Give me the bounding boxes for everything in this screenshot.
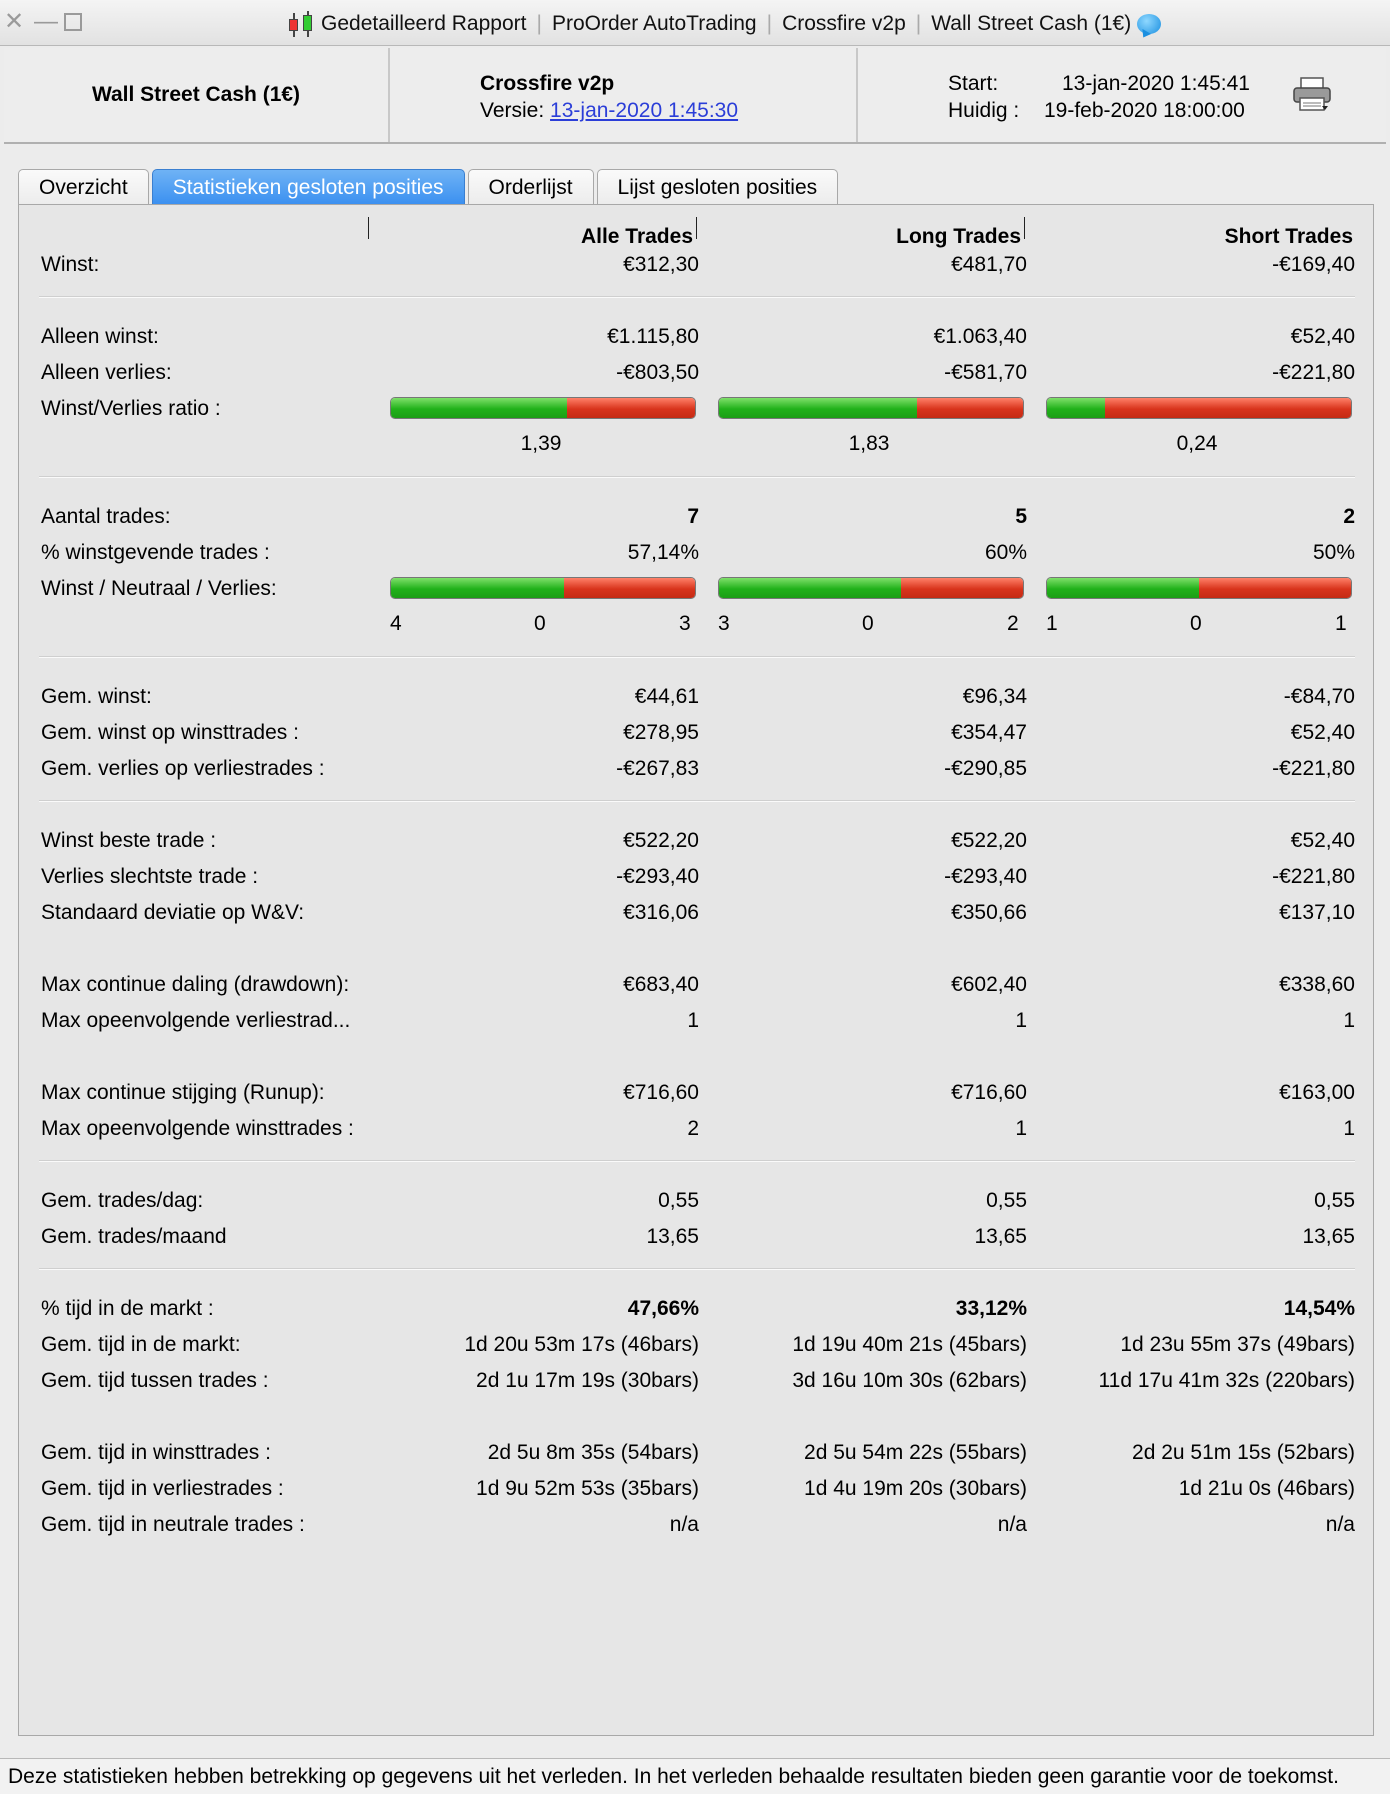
stat-row-stddev — [19, 901, 1375, 931]
stat-row-runup — [19, 1081, 1375, 1111]
strategy-panel — [392, 48, 858, 142]
stat-value-short: -€221,80 — [1272, 361, 1355, 384]
stat-value-short: -€221,80 — [1272, 865, 1355, 888]
stat-value-all: 1d 20u 53m 17s (46bars) — [464, 1333, 699, 1356]
wnv-count-neutral: 0 — [1190, 612, 1202, 635]
ratio-value-all: 1,39 — [520, 432, 562, 455]
stat-value-long: 1 — [1015, 1117, 1027, 1140]
stat-label: Gem. trades/dag: — [41, 1189, 204, 1212]
stat-label: Gem. winst: — [41, 685, 152, 708]
stat-row-tijd-neutraal — [19, 1513, 1375, 1543]
stat-value-long: 2d 5u 54m 22s (55bars) — [804, 1441, 1027, 1464]
stat-label: Winst: — [41, 253, 100, 276]
wnv-bar-red — [564, 578, 695, 598]
stat-value-long: 1d 4u 19m 20s (30bars) — [804, 1477, 1027, 1500]
stat-value-all: 1 — [687, 1009, 699, 1032]
start-value: 13-jan-2020 1:45:41 — [1062, 72, 1250, 95]
stat-row-per-dag — [19, 1189, 1375, 1219]
tab-bar — [18, 169, 841, 205]
stat-row-alleen-winst — [19, 325, 1375, 355]
stat-value-long: €354,47 — [951, 721, 1027, 744]
title-part-report: Gedetailleerd Rapport — [321, 12, 527, 35]
stat-row-alleen-verlies — [19, 361, 1375, 391]
wnv-count-loss: 1 — [1335, 612, 1347, 635]
stat-label: Gem. winst op winsttrades : — [41, 721, 299, 744]
stat-value-all: 2d 1u 17m 19s (30bars) — [476, 1369, 699, 1392]
stat-label: Standaard deviatie op W&V: — [41, 901, 305, 924]
stat-value-all: 2d 5u 8m 35s (54bars) — [487, 1441, 699, 1464]
stat-value-all: 2 — [687, 1117, 699, 1140]
maximize-icon[interactable] — [64, 13, 82, 31]
strategy-name: Crossfire v2p — [480, 72, 615, 95]
title-part-strategy: Crossfire v2p — [782, 12, 906, 35]
printer-icon[interactable] — [1292, 76, 1332, 112]
stat-row-pct-winst — [19, 541, 1375, 571]
disclaimer-text: Deze statistieken hebben betrekking op gegevens uit het verleden. In het verleden behaalde resultaten bieden geen garantie voor de toekomst. — [8, 1764, 1339, 1788]
stat-value-all: -€293,40 — [616, 865, 699, 888]
section-divider — [39, 1268, 1355, 1270]
stat-value-long: 60% — [984, 541, 1027, 564]
stat-row-gem-tijd — [19, 1333, 1375, 1363]
column-resize-handle[interactable] — [696, 217, 697, 239]
stat-value-short: -€221,80 — [1272, 757, 1355, 780]
ratio-value-short: 0,24 — [1176, 432, 1218, 455]
wnv-count-win: 3 — [718, 612, 730, 635]
wnv-count-neutral: 0 — [862, 612, 874, 635]
ratio-bar-all — [390, 397, 696, 419]
stat-value-all: 0,55 — [658, 1189, 699, 1212]
wnv-bar-red — [901, 578, 1023, 598]
stat-value-all: €316,06 — [623, 901, 699, 924]
wnv-count-loss: 3 — [679, 612, 691, 635]
stat-value-long: 5 — [1015, 505, 1027, 528]
stat-value-short: €52,40 — [1290, 829, 1355, 852]
ratio-bar-green — [719, 398, 917, 418]
stat-value-short: -€169,40 — [1272, 253, 1355, 276]
stat-label: Gem. tijd in neutrale trades : — [41, 1513, 305, 1536]
stat-value-all: €312,30 — [623, 253, 699, 276]
wnv-bar-red — [1199, 578, 1351, 598]
stat-value-short: 11d 17u 41m 32s (220bars) — [1098, 1369, 1355, 1392]
stat-label: Verlies slechtste trade : — [41, 865, 259, 888]
stat-label: Max continue daling (drawdown): — [41, 973, 350, 996]
stat-value-short: 0,55 — [1314, 1189, 1355, 1212]
stat-row-gem-winst-wt — [19, 721, 1375, 751]
wnv-count-win: 1 — [1046, 612, 1058, 635]
stat-value-all: -€267,83 — [616, 757, 699, 780]
stat-row-tussen — [19, 1369, 1375, 1399]
stat-value-long: -€293,40 — [944, 865, 1027, 888]
wnv-count-win: 4 — [390, 612, 402, 635]
ratio-bar-long — [718, 397, 1024, 419]
stat-label: Max opeenvolgende verliestrad... — [41, 1009, 351, 1032]
current-value: 19-feb-2020 18:00:00 — [1044, 99, 1245, 122]
title-separator: | — [766, 12, 773, 35]
stat-value-short: €52,40 — [1290, 325, 1355, 348]
stat-row-winst — [19, 253, 1375, 283]
stat-label: Gem. tijd in verliestrades : — [41, 1477, 284, 1500]
stat-value-long: 1 — [1015, 1009, 1027, 1032]
stat-value-long: 0,55 — [986, 1189, 1027, 1212]
ratio-bar-short — [1046, 397, 1352, 419]
stat-label: Gem. tijd tussen trades : — [41, 1369, 269, 1392]
stat-row-aantal — [19, 505, 1375, 535]
stat-row-slechtste — [19, 865, 1375, 895]
chat-bubble-icon[interactable] — [1137, 14, 1161, 34]
stat-value-long: €481,70 — [951, 253, 1027, 276]
ratio-bar-green — [1047, 398, 1105, 418]
stat-value-all: €1.115,80 — [607, 325, 699, 348]
section-divider — [39, 800, 1355, 802]
wnv-bar-long — [718, 577, 1024, 599]
stat-value-short: €338,60 — [1279, 973, 1355, 996]
statistics-panel — [18, 204, 1374, 1736]
stat-value-all: n/a — [669, 1513, 699, 1536]
stat-label: Alleen winst: — [41, 325, 159, 348]
stat-value-all: -€803,50 — [616, 361, 699, 384]
stat-value-all: 7 — [687, 505, 699, 528]
window-title — [285, 9, 1161, 39]
stat-value-short: €137,10 — [1279, 901, 1355, 924]
stat-value-long: €716,60 — [951, 1081, 1027, 1104]
ratio-bar-red — [917, 398, 1023, 418]
title-separator: | — [915, 12, 922, 35]
wnv-bar-green — [1047, 578, 1199, 598]
title-bar — [0, 0, 1390, 46]
stat-label: Winst beste trade : — [41, 829, 217, 852]
stat-value-long: €350,66 — [951, 901, 1027, 924]
title-separator: | — [536, 12, 542, 35]
stat-label: % tijd in de markt : — [41, 1297, 214, 1320]
title-part-instrument: Wall Street Cash (1€) — [931, 12, 1132, 35]
instrument-name: Wall Street Cash (1€) — [91, 83, 301, 106]
stat-value-long: 3d 16u 10m 30s (62bars) — [792, 1369, 1027, 1392]
stat-value-long: €96,34 — [962, 685, 1027, 708]
stat-row-gem-winst — [19, 685, 1375, 715]
stat-value-all: 57,14% — [627, 541, 699, 564]
stat-value-short: -€84,70 — [1283, 685, 1355, 708]
period-panel — [860, 48, 1386, 142]
stat-value-long: 13,65 — [974, 1225, 1027, 1248]
column-header-long: Long Trades — [896, 225, 1021, 248]
stat-row-tijd-verlies — [19, 1477, 1375, 1507]
tab-lijst-gesloten[interactable]: Lijst gesloten posities — [597, 169, 839, 205]
stat-value-long: n/a — [997, 1513, 1027, 1536]
stat-row-max-verlies — [19, 1009, 1375, 1039]
tab-overzicht[interactable]: Overzicht — [18, 169, 149, 205]
stat-value-short: 50% — [1312, 541, 1355, 564]
stat-value-short: 2 — [1343, 505, 1355, 528]
stat-label: Gem. trades/maand — [41, 1225, 227, 1248]
stat-value-short: €52,40 — [1290, 721, 1355, 744]
column-header-short: Short Trades — [1224, 225, 1353, 248]
candlestick-icon — [285, 9, 317, 39]
column-resize-handle[interactable] — [368, 217, 369, 239]
stat-row-per-maand — [19, 1225, 1375, 1255]
wnv-bar-short — [1046, 577, 1352, 599]
ratio-bar-red — [567, 398, 695, 418]
wnv-count-neutral: 0 — [534, 612, 546, 635]
minimize-icon[interactable]: — — [34, 8, 58, 35]
version-link[interactable]: 13-jan-2020 1:45:30 — [550, 99, 739, 122]
wnv-count-loss: 2 — [1007, 612, 1019, 635]
stat-label: Max opeenvolgende winsttrades : — [41, 1117, 354, 1140]
stat-value-short: 1d 21u 0s (46bars) — [1178, 1477, 1355, 1500]
stat-label: Aantal trades: — [41, 505, 171, 528]
section-divider — [39, 476, 1355, 478]
current-label: Huidig : — [948, 99, 1020, 122]
column-resize-handle[interactable] — [1024, 217, 1025, 239]
stat-row-drawdown — [19, 973, 1375, 1003]
stat-value-short: 1 — [1343, 1117, 1355, 1140]
column-header-all: Alle Trades — [580, 225, 693, 248]
stat-value-short: 14,54% — [1283, 1297, 1355, 1320]
stat-label: Winst / Neutraal / Verlies: — [41, 577, 277, 600]
stat-value-all: €44,61 — [634, 685, 699, 708]
stat-value-long: €602,40 — [951, 973, 1027, 996]
stat-value-all: €278,95 — [623, 721, 699, 744]
stat-value-all: 47,66% — [627, 1297, 699, 1320]
title-part-app: ProOrder AutoTrading — [551, 12, 757, 35]
stat-value-short: €163,00 — [1279, 1081, 1355, 1104]
stat-value-long: €522,20 — [951, 829, 1027, 852]
tab-orderlijst[interactable]: Orderlijst — [468, 169, 594, 205]
version-label: Versie: — [480, 99, 545, 122]
stat-row-beste — [19, 829, 1375, 859]
wnv-bar-green — [391, 578, 564, 598]
ratio-value-long: 1,83 — [848, 432, 890, 455]
section-divider — [39, 1160, 1355, 1162]
wnv-bar-green — [719, 578, 901, 598]
stat-row-pct-tijd — [19, 1297, 1375, 1327]
section-divider — [39, 296, 1355, 298]
stat-label: Gem. verlies op verliestrades : — [41, 757, 325, 780]
stat-value-short: n/a — [1325, 1513, 1355, 1536]
stat-value-all: 1d 9u 52m 53s (35bars) — [476, 1477, 699, 1500]
stat-value-long: 33,12% — [955, 1297, 1027, 1320]
stat-value-all: €716,60 — [623, 1081, 699, 1104]
stat-row-tijd-winst — [19, 1441, 1375, 1471]
stat-label: % winstgevende trades : — [41, 541, 270, 564]
stat-value-long: -€581,70 — [944, 361, 1027, 384]
stat-value-short: 2d 2u 51m 15s (52bars) — [1132, 1441, 1355, 1464]
stat-value-short: 1 — [1343, 1009, 1355, 1032]
stat-label: Max continue stijging (Runup): — [41, 1081, 325, 1104]
stat-value-short: 1d 23u 55m 37s (49bars) — [1120, 1333, 1355, 1356]
stat-value-long: 1d 19u 40m 21s (45bars) — [792, 1333, 1027, 1356]
stat-value-long: €1.063,40 — [933, 325, 1027, 348]
ratio-bar-green — [391, 398, 567, 418]
section-divider — [39, 656, 1355, 658]
report-header — [4, 48, 1386, 144]
stat-label: Winst/Verlies ratio : — [41, 397, 221, 420]
stat-value-long: -€290,85 — [944, 757, 1027, 780]
stat-label: Gem. tijd in winsttrades : — [41, 1441, 271, 1464]
stat-value-all: €522,20 — [623, 829, 699, 852]
close-icon[interactable]: ✕ — [4, 8, 25, 35]
stat-row-gem-verlies-vt — [19, 757, 1375, 787]
disclaimer-bar — [0, 1758, 1390, 1794]
stat-label: Alleen verlies: — [41, 361, 172, 384]
instrument-panel — [4, 48, 390, 142]
stat-row-max-winst — [19, 1117, 1375, 1147]
stat-value-short: 13,65 — [1302, 1225, 1355, 1248]
wnv-bar-all — [390, 577, 696, 599]
ratio-bar-red — [1105, 398, 1351, 418]
tab-statistieken[interactable]: Statistieken gesloten posities — [152, 169, 465, 205]
stat-label: Gem. tijd in de markt: — [41, 1333, 241, 1356]
stat-value-all: €683,40 — [623, 973, 699, 996]
stat-value-all: 13,65 — [646, 1225, 699, 1248]
start-label: Start: — [948, 72, 999, 95]
